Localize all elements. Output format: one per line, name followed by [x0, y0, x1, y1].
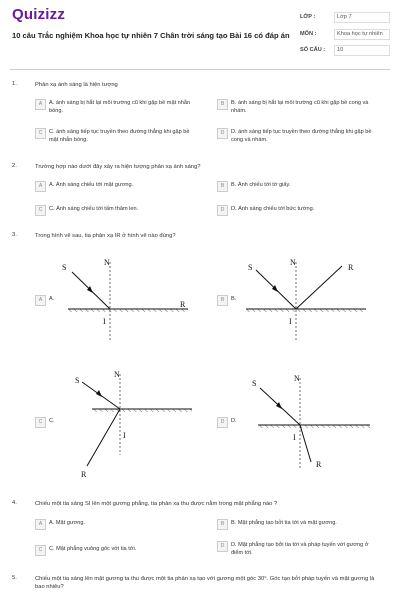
label-s: S: [252, 379, 257, 388]
figure-c-reflection-diagram: [60, 370, 200, 480]
info-key-count: SỐ CÂU :: [300, 47, 326, 53]
option-badge: C: [35, 417, 46, 428]
option-text: C.: [49, 418, 55, 424]
question-number: 2.: [12, 163, 17, 169]
option-badge: D: [217, 128, 228, 139]
label-n: N: [290, 258, 296, 267]
option-badge: B: [217, 519, 228, 530]
option-text: A.: [49, 296, 55, 302]
option-badge: C: [35, 545, 46, 556]
question-text: Trường hợp nào dưới đây xảy ra hiện tượng phản xạ ánh sáng?: [35, 164, 201, 170]
header-divider: [10, 69, 390, 70]
quizizz-logo: Quizizz: [12, 6, 66, 23]
worksheet-title: 10 câu Trắc nghiệm Khoa học tự nhiên 7 Chân trời sáng tạo Bài 16 có đáp án: [12, 31, 290, 40]
option-badge: C: [35, 205, 46, 216]
option-text: C. Mặt phẳng vuông góc với tia tới.: [49, 546, 137, 552]
question-text: Trong hình vẽ sau, tia phản xạ IR ở hình vẽ nào đúng?: [35, 233, 176, 239]
info-value-class: Lớp 7: [334, 12, 390, 23]
label-i: I: [289, 317, 292, 326]
info-value-count: 10: [334, 45, 390, 56]
option-badge: D: [217, 205, 228, 216]
label-i: I: [123, 431, 126, 440]
question-text: Chiếu một tia sáng SI lên một gương phẳng, tia phản xạ thu được nằm trong mặt phẳng nào ?: [35, 501, 278, 507]
reflected-ray: [296, 266, 342, 309]
option-text: D. Ánh sáng chiếu tới bức tường.: [231, 206, 315, 212]
question-number: 3.: [12, 232, 17, 238]
reflected-ray: [300, 425, 311, 462]
label-s: S: [248, 263, 253, 272]
question-number: 4.: [12, 500, 17, 506]
figure-a-reflection-diagram: [60, 250, 200, 345]
option-text: A. Mặt gương.: [49, 520, 86, 526]
label-n: N: [104, 258, 110, 267]
figure-d-reflection-diagram: [238, 370, 378, 480]
option-text: D. Mặt phẳng tạo bởi tia tới và pháp tuyến với gương ở điểm tới.: [231, 542, 369, 556]
question-number: 1.: [12, 81, 17, 87]
question-number: 5.: [12, 575, 17, 581]
option-badge: B: [217, 181, 228, 192]
arrow-icon: [96, 390, 102, 397]
question-text: Chiếu một tia sáng lên mặt gương ta thu được một tia phản xạ tạo với gương một góc 30°. Góc tạo bởi pháp tuyến và mặt gương là bao nhiêu?: [35, 576, 375, 590]
option-badge: A: [35, 295, 46, 306]
label-r: R: [316, 460, 322, 469]
question-text: Phản xạ ánh sáng là hiện tượng: [35, 82, 118, 88]
info-key-subject: MÔN :: [300, 31, 317, 37]
option-text: C. Ánh sáng chiếu tới tấm thảm len.: [49, 206, 139, 212]
info-key-class: LỚP :: [300, 14, 316, 20]
label-i: I: [293, 433, 296, 442]
option-text: A. Ánh sáng chiếu tới mặt gương.: [49, 182, 134, 188]
reflected-ray: [87, 409, 120, 466]
option-badge: D: [217, 541, 228, 552]
option-text: D. ánh sáng tiếp tục truyền theo đường thẳng khi gặp bề cong và nhám.: [231, 129, 372, 143]
label-r: R: [81, 470, 87, 479]
option-badge: D: [217, 417, 228, 428]
label-n: N: [294, 374, 300, 383]
option-badge: A: [35, 99, 46, 110]
option-badge: B: [217, 295, 228, 306]
option-badge: B: [217, 99, 228, 110]
info-value-subject: Khoa học tự nhiên: [334, 29, 390, 40]
option-badge: A: [35, 519, 46, 530]
figure-b-reflection-diagram: [238, 250, 378, 345]
label-n: N: [114, 370, 120, 379]
option-badge: C: [35, 128, 46, 139]
option-badge: A: [35, 181, 46, 192]
option-text: A. ánh sáng bị hắt lại môi trường cũ khi gặp bề mặt nhẵn bóng.: [49, 100, 191, 114]
label-i: I: [103, 317, 106, 326]
option-text: B. ánh sáng bị hắt lại môi trường cũ khi gặp bề cong và nhám.: [231, 100, 369, 114]
label-s: S: [62, 263, 67, 272]
option-text: D.: [231, 418, 237, 424]
option-text: B. Ánh chiếu tới tờ giấy.: [231, 182, 291, 188]
option-text: B. Mặt phẳng tạo bởi tia tới và mặt gương.: [231, 520, 337, 526]
label-r: R: [180, 300, 186, 309]
option-text: C. ánh sáng tiếp tục truyền theo đường thẳng khi gặp bề mặt nhẵn bóng.: [49, 129, 190, 143]
option-text: B.: [231, 296, 237, 302]
label-r: R: [348, 263, 354, 272]
label-s: S: [75, 376, 80, 385]
worksheet-header: [0, 0, 400, 66]
